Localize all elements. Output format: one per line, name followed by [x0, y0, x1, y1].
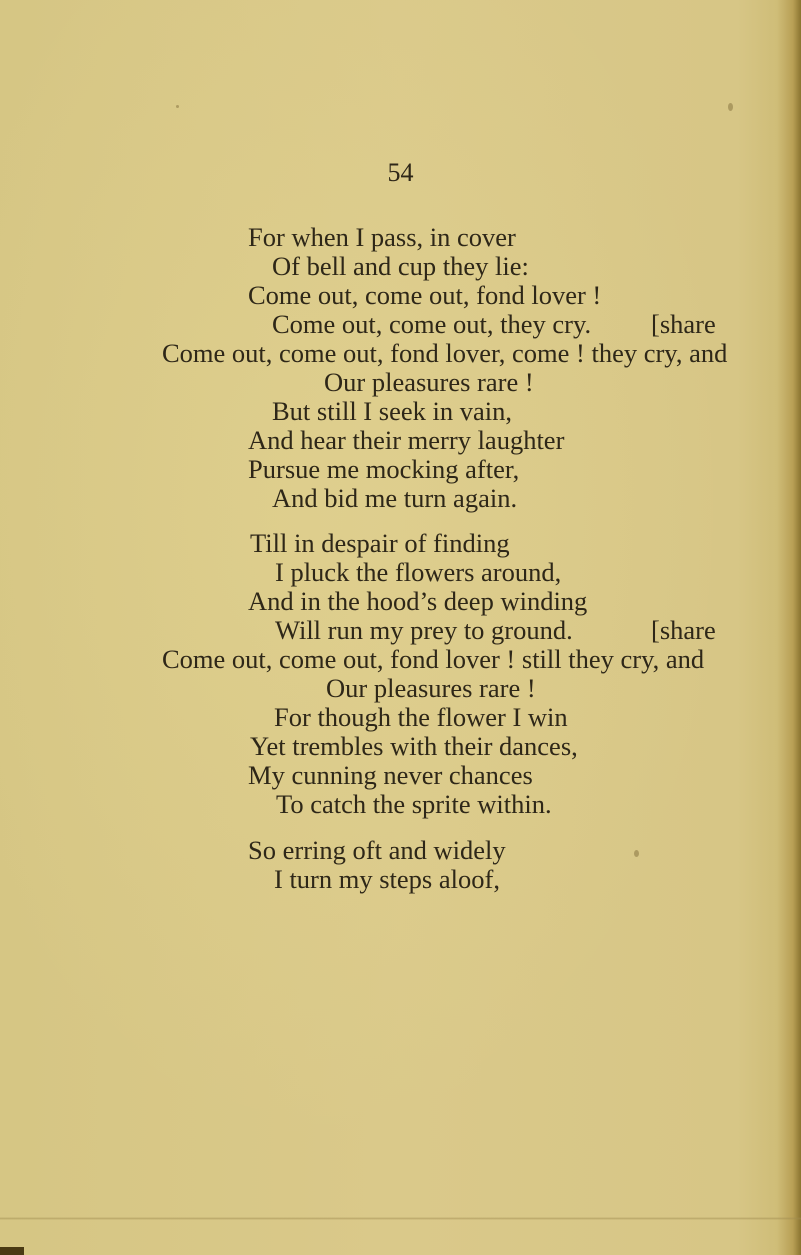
- poem-line: For when I pass, in cover: [248, 222, 516, 252]
- poem-line: Pursue me mocking after,: [248, 454, 520, 484]
- poem-line: And hear their merry laughter: [248, 425, 565, 455]
- turnover-word: [share: [651, 309, 716, 339]
- poem-line: Come out, come out, they cry.: [272, 309, 592, 339]
- poem-line: So erring oft and widely: [248, 835, 506, 865]
- turnover-word: [share: [651, 615, 716, 645]
- poem-line: Till in despair of finding: [250, 528, 510, 558]
- poem-line: For though the flower I win: [274, 702, 568, 732]
- poem-line: My cunning never chances: [248, 760, 533, 790]
- poem-line: And bid me turn again.: [272, 483, 518, 513]
- paper-spot: [728, 103, 733, 111]
- page-corner-shadow: [0, 1247, 24, 1255]
- poem-line: But still I seek in vain,: [272, 396, 512, 426]
- poem-line: Come out, come out, fond lover !: [248, 280, 602, 310]
- paper-spot: [634, 850, 639, 857]
- poem-line: Yet trembles with their dances,: [250, 731, 578, 761]
- page-fold-line: [0, 1217, 801, 1220]
- poem-line: Come out, come out, fond lover, come ! they cry, and: [162, 338, 728, 368]
- page-number: 54: [387, 158, 414, 187]
- poem-line: To catch the sprite within.: [276, 789, 552, 819]
- poem-line: Our pleasures rare !: [324, 367, 534, 397]
- poem-line: Of bell and cup they lie:: [272, 251, 529, 281]
- poem-line: I turn my steps aloof,: [274, 864, 500, 894]
- paper-spot: [176, 105, 179, 108]
- poem-line: I pluck the flowers around,: [275, 557, 562, 587]
- poem-line: And in the hood’s deep winding: [248, 586, 588, 616]
- poem-line: Come out, come out, fond lover ! still they cry, and: [162, 644, 705, 674]
- poem-line: Will run my prey to ground.: [275, 615, 573, 645]
- poem-line: Our pleasures rare !: [326, 673, 536, 703]
